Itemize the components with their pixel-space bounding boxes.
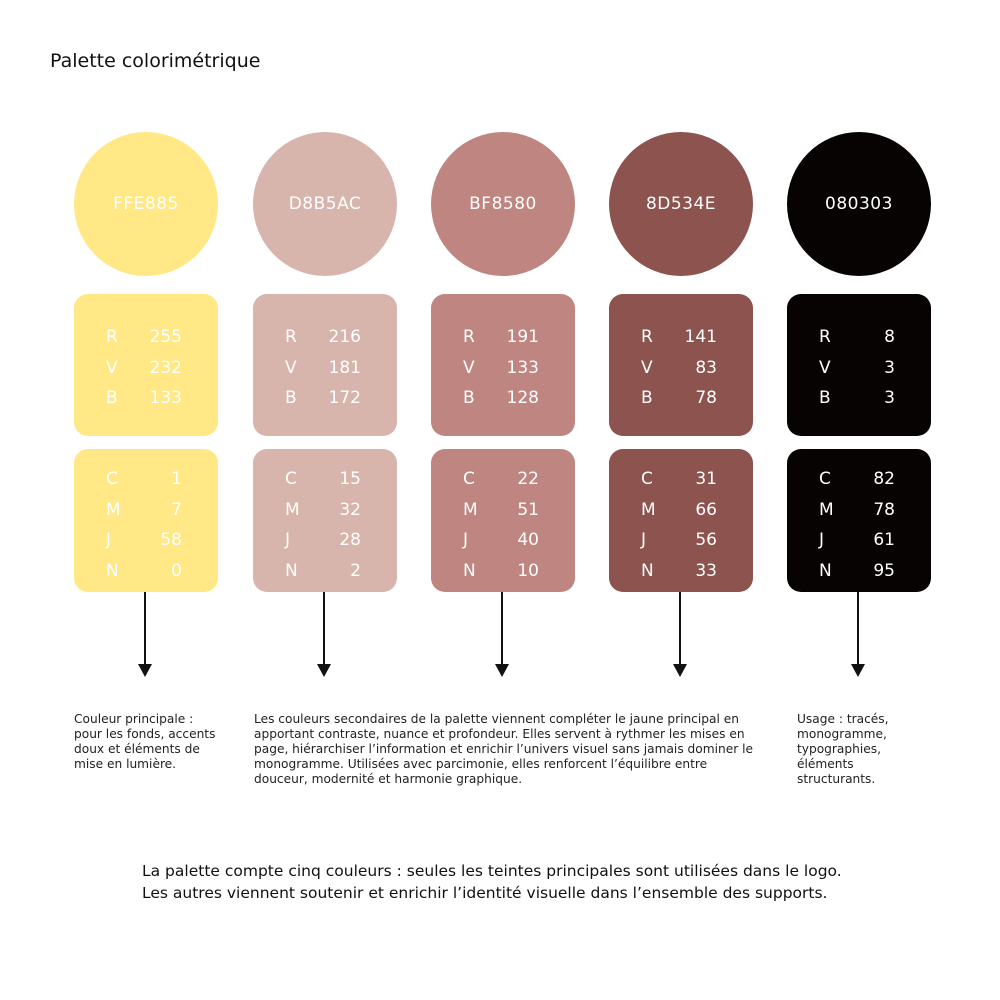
channel-label: B (819, 388, 831, 408)
channel-label: J (285, 530, 291, 550)
cmjn-card-row (609, 556, 753, 587)
cmjn-card-row (431, 464, 575, 495)
color-swatch (431, 132, 575, 276)
channel-value: 56 (695, 530, 717, 550)
channel-label: M (285, 499, 300, 520)
rvb-card-row (431, 383, 575, 414)
cmjn-card-row (74, 495, 218, 526)
channel-value: 191 (506, 327, 539, 347)
channel-value: 58 (160, 530, 182, 550)
cmjn-card-row (74, 525, 218, 556)
channel-label: C (463, 469, 475, 489)
cmjn-card-row (431, 525, 575, 556)
channel-label: B (463, 388, 475, 408)
rvb-card-row (609, 353, 753, 384)
arrow-line (679, 592, 681, 668)
channel-label: M (819, 499, 834, 520)
primary-color-description: Couleur principale : pour les fonds, accents doux et éléments de mise en lumière. (74, 712, 216, 771)
channel-value: 3 (884, 388, 895, 408)
cmjn-card-row (787, 464, 931, 495)
channel-label: B (641, 388, 653, 408)
hex-code: FFE885 (113, 194, 179, 214)
cmjn-card-row (253, 495, 397, 526)
arrow-down-icon (495, 664, 509, 677)
cmjn-card-row (74, 556, 218, 587)
color-swatch (253, 132, 397, 276)
channel-label: B (106, 388, 118, 408)
rvb-card-row (253, 322, 397, 353)
rvb-card-row (431, 322, 575, 353)
hex-code: 080303 (825, 194, 893, 214)
channel-label: R (285, 327, 297, 347)
channel-label: C (285, 469, 297, 489)
channel-value: 15 (339, 469, 361, 489)
arrow-down-icon (673, 664, 687, 677)
cmjn-card (787, 449, 931, 592)
channel-value: 255 (149, 327, 182, 347)
channel-label: V (106, 357, 118, 378)
channel-label: M (106, 499, 121, 520)
channel-value: 172 (328, 388, 361, 408)
black-usage-description: Usage : tracés, monogramme, typographies, éléments structurants. (797, 712, 889, 786)
rvb-card-row (787, 383, 931, 414)
channel-label: V (641, 357, 653, 378)
channel-value: 22 (517, 469, 539, 489)
channel-value: 181 (328, 357, 361, 378)
channel-label: N (106, 560, 119, 581)
channel-label: M (641, 499, 656, 520)
secondary-colors-description: Les couleurs secondaires de la palette viennent compléter le jaune principal en apportant contraste, nuance et profondeur. Elles servent à rythmer les mises en page, hiérarchiser l’information et enrichir l’univers visuel sans jamais dominer le monogramme. Utilisées avec parcimonie, elles renforcent l’équilibre entre douceur, modernité et harmonie graphique. (254, 712, 753, 786)
channel-value: 61 (873, 530, 895, 550)
channel-value: 78 (873, 499, 895, 520)
channel-label: B (285, 388, 297, 408)
footer-line: La palette compte cinq couleurs : seules les teintes principales sont utilisées dans le logo. (142, 862, 842, 880)
cmjn-card-row (253, 464, 397, 495)
cmjn-card-row (787, 495, 931, 526)
rvb-card-row (431, 353, 575, 384)
channel-value: 216 (328, 327, 361, 347)
channel-value: 8 (884, 327, 895, 347)
channel-value: 31 (695, 469, 717, 489)
cmjn-card-row (787, 525, 931, 556)
cmjn-card (609, 449, 753, 592)
channel-label: R (641, 327, 653, 347)
color-swatch (787, 132, 931, 276)
channel-value: 78 (695, 388, 717, 408)
channel-label: M (463, 499, 478, 520)
channel-value: 66 (695, 499, 717, 520)
channel-label: R (819, 327, 831, 347)
channel-value: 133 (506, 357, 539, 378)
cmjn-card-row (253, 556, 397, 587)
rvb-card-row (74, 353, 218, 384)
hex-code: 8D534E (645, 194, 717, 214)
channel-value: 7 (171, 499, 182, 520)
rvb-card (609, 294, 753, 436)
rvb-card-row (74, 383, 218, 414)
rvb-card (431, 294, 575, 436)
color-swatch (609, 132, 753, 276)
channel-value: 83 (695, 357, 717, 378)
channel-label: N (285, 560, 298, 581)
cmjn-card-row (74, 464, 218, 495)
channel-value: 33 (695, 560, 717, 581)
channel-value: 1 (171, 469, 182, 489)
channel-value: 128 (506, 388, 539, 408)
channel-label: J (463, 530, 469, 550)
channel-label: C (106, 469, 118, 489)
channel-value: 141 (684, 327, 717, 347)
arrow-down-icon (317, 664, 331, 677)
cmjn-card (74, 449, 218, 592)
channel-value: 82 (873, 469, 895, 489)
page-title: Palette colorimétrique (50, 50, 261, 72)
channel-label: J (106, 530, 112, 550)
arrow-down-icon (851, 664, 865, 677)
rvb-card (787, 294, 931, 436)
channel-value: 32 (339, 499, 361, 520)
footer-line: Les autres viennent soutenir et enrichir l’identité visuelle dans l’ensemble des supports. (142, 884, 828, 902)
rvb-card-row (609, 383, 753, 414)
arrow-line (144, 592, 146, 668)
channel-label: J (641, 530, 647, 550)
rvb-card-row (787, 322, 931, 353)
cmjn-card (253, 449, 397, 592)
cmjn-card-row (609, 464, 753, 495)
arrow-down-icon (138, 664, 152, 677)
channel-value: 232 (149, 357, 182, 378)
rvb-card (74, 294, 218, 436)
channel-label: C (641, 469, 653, 489)
channel-value: 0 (171, 560, 182, 581)
channel-label: V (819, 357, 831, 378)
channel-value: 51 (517, 499, 539, 520)
rvb-card-row (787, 353, 931, 384)
channel-value: 3 (884, 357, 895, 378)
channel-label: R (106, 327, 118, 347)
arrow-line (857, 592, 859, 668)
cmjn-card-row (431, 556, 575, 587)
rvb-card-row (253, 353, 397, 384)
hex-code: BF8580 (469, 194, 537, 214)
hex-code: D8B5AC (288, 194, 362, 214)
channel-label: V (463, 357, 475, 378)
channel-label: N (819, 560, 832, 581)
cmjn-card-row (609, 495, 753, 526)
footer-note (142, 860, 902, 904)
rvb-card-row (609, 322, 753, 353)
channel-label: J (819, 530, 825, 550)
cmjn-card-row (609, 525, 753, 556)
rvb-card-row (253, 383, 397, 414)
channel-value: 95 (873, 560, 895, 581)
color-swatch (74, 132, 218, 276)
cmjn-card-row (787, 556, 931, 587)
channel-label: N (641, 560, 654, 581)
cmjn-card-row (431, 495, 575, 526)
channel-label: R (463, 327, 475, 347)
channel-label: C (819, 469, 831, 489)
arrow-line (323, 592, 325, 668)
channel-value: 2 (350, 560, 361, 581)
cmjn-card-row (253, 525, 397, 556)
channel-value: 40 (517, 530, 539, 550)
cmjn-card (431, 449, 575, 592)
channel-label: V (285, 357, 297, 378)
channel-value: 10 (517, 560, 539, 581)
channel-value: 133 (149, 388, 182, 408)
rvb-card-row (74, 322, 218, 353)
channel-value: 28 (339, 530, 361, 550)
rvb-card (253, 294, 397, 436)
channel-label: N (463, 560, 476, 581)
arrow-line (501, 592, 503, 668)
